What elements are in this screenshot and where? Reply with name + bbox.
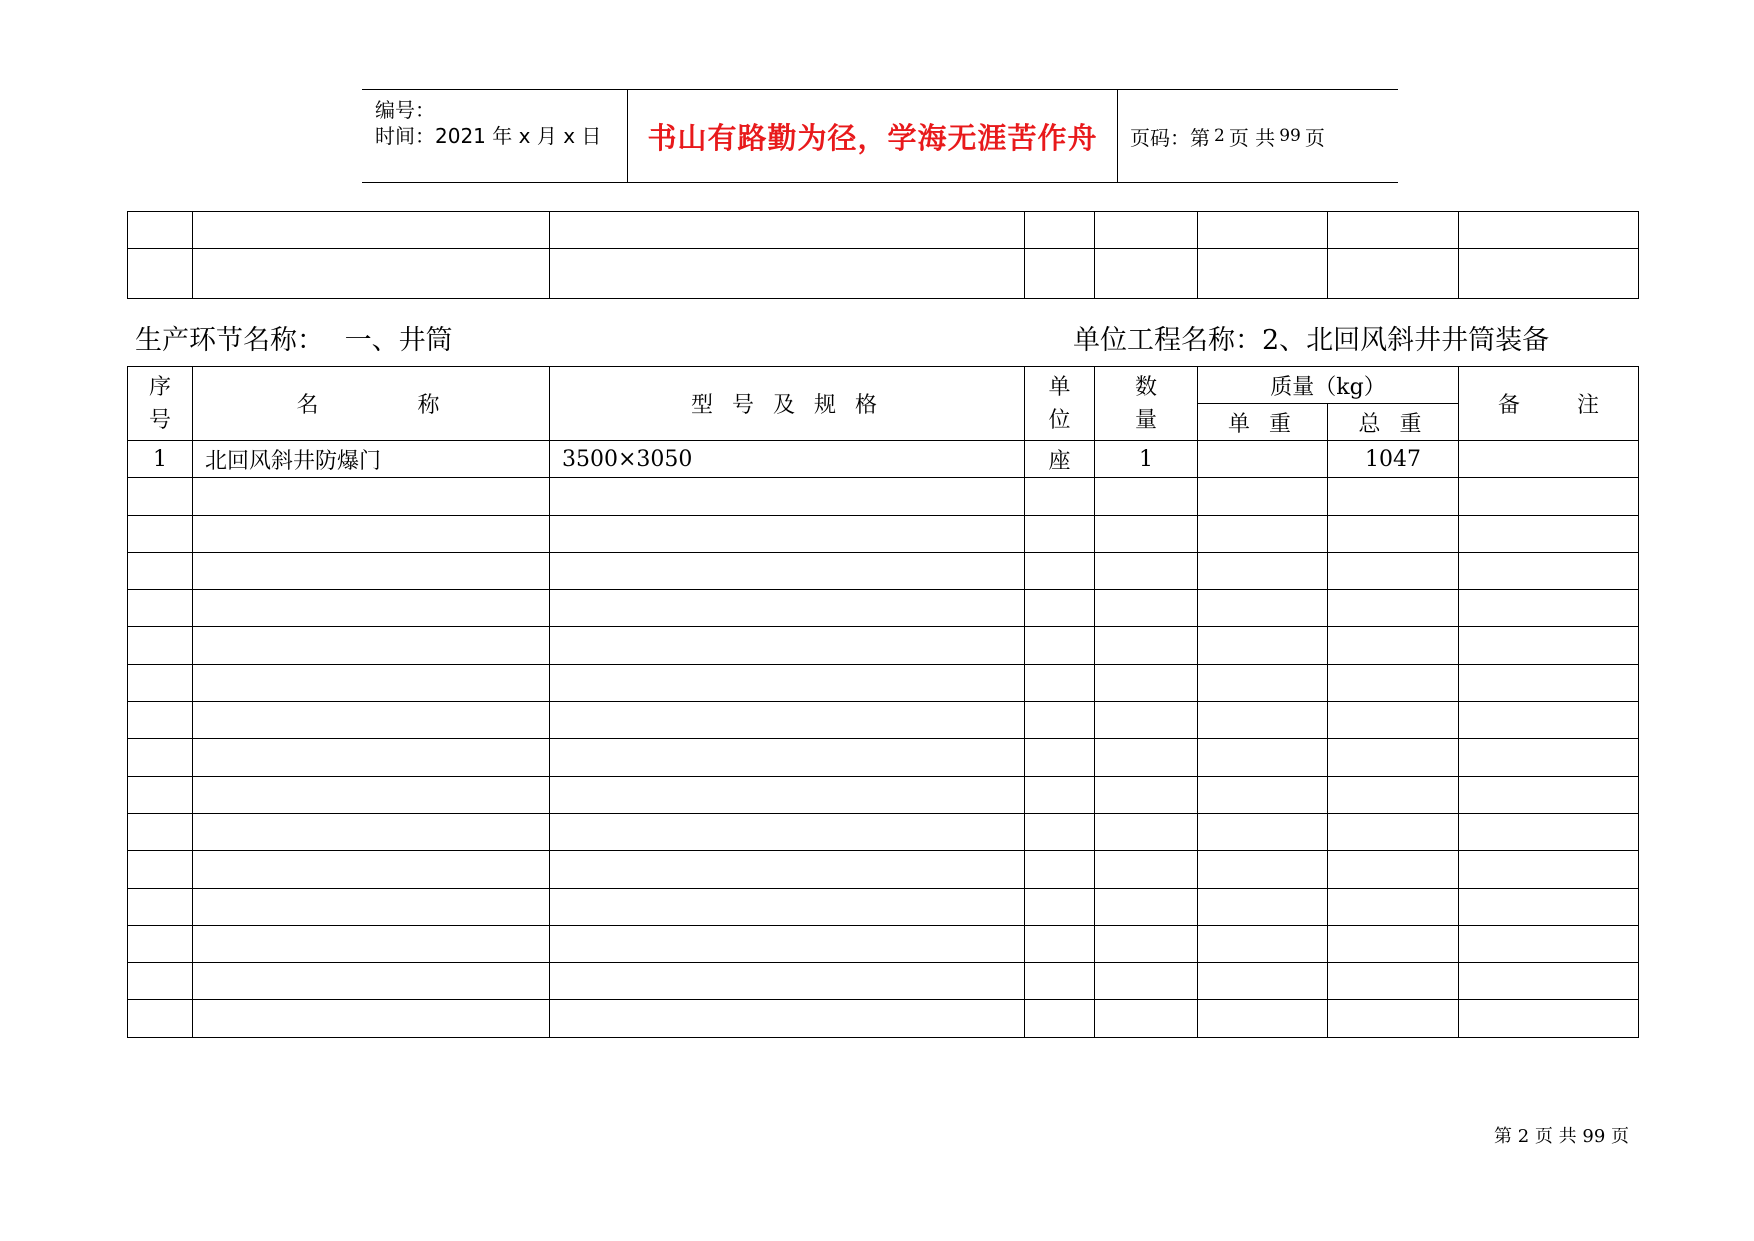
- cell-total-weight: [1328, 925, 1459, 962]
- header-seq: [128, 367, 193, 441]
- cell-name: [193, 963, 550, 1000]
- cell-qty: [1095, 552, 1198, 589]
- cell-spec: [550, 664, 1025, 701]
- header-unit-weight-text: 单 重: [1228, 411, 1297, 437]
- cell-unit-weight: [1198, 925, 1328, 962]
- cell-remark: [1459, 478, 1639, 515]
- cell-spec: [550, 627, 1025, 664]
- cell-qty: [1095, 739, 1198, 776]
- table-row: [128, 1000, 1639, 1037]
- cell-name: [193, 515, 550, 552]
- cell-spec: [550, 776, 1025, 813]
- cell-qty: [1095, 813, 1198, 850]
- cell-total-weight: [1328, 813, 1459, 850]
- cell-spec: [550, 1000, 1025, 1037]
- page-current: 2: [1214, 126, 1225, 146]
- cell-unit: [1025, 851, 1095, 888]
- cell-remark: [1459, 627, 1639, 664]
- page-mid: 页 共: [1228, 125, 1276, 150]
- continuation-table: [127, 211, 1639, 299]
- cell-unit: [1025, 888, 1095, 925]
- cell-name: [193, 776, 550, 813]
- cell-seq: [128, 478, 193, 515]
- cell-total-weight: [1328, 963, 1459, 1000]
- footer-suffix: 页: [1611, 1126, 1630, 1147]
- page-total: 99: [1279, 126, 1301, 146]
- cell-remark: [1459, 888, 1639, 925]
- cell-unit: [1025, 664, 1095, 701]
- cell-seq: [128, 851, 193, 888]
- table-row: [128, 515, 1639, 552]
- cell-remark: [1459, 515, 1639, 552]
- table-body: [128, 441, 1639, 1038]
- cell-spec: [550, 888, 1025, 925]
- header-mass: [1198, 367, 1459, 404]
- cell-remark: [1459, 963, 1639, 1000]
- cell-remark: [1459, 776, 1639, 813]
- date-month: x: [518, 124, 531, 148]
- cell-unit-weight: [1198, 963, 1328, 1000]
- table-cell: [1328, 212, 1459, 249]
- cell-remark: [1459, 851, 1639, 888]
- table-cell: [1025, 249, 1095, 299]
- header-unit-line2: 位: [1048, 407, 1071, 433]
- cell-qty: 1: [1095, 441, 1198, 478]
- table-row: [128, 963, 1639, 1000]
- header-name: [193, 367, 550, 441]
- table-cell: [128, 249, 193, 299]
- cell-qty: [1095, 963, 1198, 1000]
- cell-name: [193, 851, 550, 888]
- header-meta: [362, 90, 628, 182]
- table-row: [128, 888, 1639, 925]
- cell-total-weight: [1328, 664, 1459, 701]
- table-cell: [550, 249, 1025, 299]
- page-footer: [1494, 1122, 1629, 1148]
- cell-unit-weight: [1198, 739, 1328, 776]
- cell-qty: [1095, 888, 1198, 925]
- table-row: [128, 441, 1639, 478]
- cell-unit: [1025, 627, 1095, 664]
- cell-unit-weight: [1198, 1000, 1328, 1037]
- header-remark-text: 备 注: [1498, 393, 1600, 418]
- cell-unit: [1025, 552, 1095, 589]
- cell-remark: [1459, 1000, 1639, 1037]
- table-row: [128, 249, 1639, 299]
- cell-unit: [1025, 925, 1095, 962]
- cell-seq: [128, 590, 193, 627]
- header-unit-line1: 单: [1048, 374, 1071, 400]
- cell-unit: [1025, 813, 1095, 850]
- date-year-unit: 年: [485, 124, 519, 148]
- cell-unit-weight: [1198, 851, 1328, 888]
- equipment-table: [127, 366, 1639, 1038]
- header-unit-weight: [1198, 404, 1328, 441]
- cell-spec: [550, 851, 1025, 888]
- table-row: [128, 739, 1639, 776]
- table-cell: [1095, 249, 1198, 299]
- header-mass-text: 质量（kg）: [1270, 374, 1386, 400]
- cell-seq: [128, 888, 193, 925]
- cell-seq: [128, 627, 193, 664]
- cell-seq: 1: [128, 441, 193, 478]
- cell-total-weight: [1328, 702, 1459, 739]
- table-row: [128, 212, 1639, 249]
- cell-seq: [128, 925, 193, 962]
- table-cell: [1459, 249, 1639, 299]
- table-row: [128, 851, 1639, 888]
- table-row: [128, 590, 1639, 627]
- cell-unit-weight: [1198, 702, 1328, 739]
- table-cell: [193, 249, 550, 299]
- cell-spec: [550, 552, 1025, 589]
- cell-unit-weight: [1198, 552, 1328, 589]
- table-row: [128, 925, 1639, 962]
- cell-unit: [1025, 963, 1095, 1000]
- cell-unit-weight: [1198, 776, 1328, 813]
- cell-unit: [1025, 739, 1095, 776]
- unit-project-line: [1073, 318, 1549, 357]
- cell-qty: [1095, 478, 1198, 515]
- header-remark: [1459, 367, 1639, 441]
- cell-unit: [1025, 776, 1095, 813]
- cell-unit-weight: [1198, 441, 1328, 478]
- cell-qty: [1095, 515, 1198, 552]
- header-spec: [550, 367, 1025, 441]
- cell-remark: [1459, 925, 1639, 962]
- header-qty-line1: 数: [1134, 374, 1157, 400]
- cell-seq: [128, 963, 193, 1000]
- cell-spec: [550, 963, 1025, 1000]
- cell-total-weight: [1328, 739, 1459, 776]
- cell-unit: [1025, 590, 1095, 627]
- cell-seq: [128, 1000, 193, 1037]
- cell-name: [193, 702, 550, 739]
- table-cell: [1025, 212, 1095, 249]
- cell-name: [193, 590, 550, 627]
- cell-spec: [550, 590, 1025, 627]
- cell-seq: [128, 739, 193, 776]
- motto-text: 书山有路勤为径，学海无涯苦作舟: [647, 120, 1098, 155]
- cell-qty: [1095, 702, 1198, 739]
- production-stage-line: [135, 318, 453, 357]
- cell-spec: [550, 739, 1025, 776]
- cell-seq: [128, 813, 193, 850]
- cell-total-weight: [1328, 590, 1459, 627]
- cell-unit-weight: [1198, 813, 1328, 850]
- cell-total-weight: [1328, 851, 1459, 888]
- cell-spec: [550, 702, 1025, 739]
- cell-name: [193, 627, 550, 664]
- document-header: [362, 89, 1398, 183]
- cell-remark: [1459, 664, 1639, 701]
- cell-unit: [1025, 1000, 1095, 1037]
- table-row: [128, 702, 1639, 739]
- table-row: [128, 478, 1639, 515]
- header-motto-cell: [628, 90, 1118, 182]
- header-total-weight: [1328, 404, 1459, 441]
- cell-unit-weight: [1198, 590, 1328, 627]
- date-day: x: [563, 124, 576, 148]
- cell-name: [193, 888, 550, 925]
- cell-remark: [1459, 441, 1639, 478]
- cell-unit: 座: [1025, 441, 1095, 478]
- cell-name: [193, 552, 550, 589]
- table-row: [128, 813, 1639, 850]
- cell-remark: [1459, 552, 1639, 589]
- cell-unit-weight: [1198, 664, 1328, 701]
- cell-remark: [1459, 813, 1639, 850]
- header-unit: [1025, 367, 1095, 441]
- cell-remark: [1459, 739, 1639, 776]
- cell-remark: [1459, 590, 1639, 627]
- header-qty: [1095, 367, 1198, 441]
- date-year: 2021: [435, 124, 486, 148]
- table-cell: [1459, 212, 1639, 249]
- cell-spec: 3500×3050: [550, 441, 1025, 478]
- table-cell: [1095, 212, 1198, 249]
- header-page-number: [1118, 90, 1398, 182]
- cell-seq: [128, 515, 193, 552]
- cell-seq: [128, 552, 193, 589]
- table-header-row: [128, 367, 1639, 404]
- cell-unit-weight: [1198, 478, 1328, 515]
- cell-unit-weight: [1198, 515, 1328, 552]
- table-row: [128, 552, 1639, 589]
- footer-total: 99: [1582, 1126, 1606, 1147]
- production-stage-label: 生产环节名称：: [135, 325, 324, 356]
- date-day-unit: 日: [575, 124, 602, 148]
- date-month-unit: 月: [530, 124, 564, 148]
- unit-project-label: 单位工程名称：: [1073, 325, 1262, 356]
- header-spec-text: 型 号 及 规 格: [691, 393, 883, 418]
- cell-name: [193, 1000, 550, 1037]
- date-line: [375, 120, 601, 149]
- production-stage-value: 一、井筒: [344, 325, 453, 356]
- cell-total-weight: [1328, 627, 1459, 664]
- cell-name: [193, 664, 550, 701]
- header-seq-line2: 号: [148, 407, 171, 433]
- cell-name: 北回风斜井防爆门: [193, 441, 550, 478]
- cell-qty: [1095, 776, 1198, 813]
- footer-prefix: 第: [1494, 1126, 1512, 1147]
- header-qty-line2: 量: [1134, 407, 1157, 433]
- cell-seq: [128, 664, 193, 701]
- cell-total-weight: [1328, 478, 1459, 515]
- cell-qty: [1095, 1000, 1198, 1037]
- cell-name: [193, 813, 550, 850]
- cell-remark: [1459, 702, 1639, 739]
- header-seq-line1: 序: [148, 374, 171, 400]
- cell-spec: [550, 478, 1025, 515]
- cell-total-weight: [1328, 515, 1459, 552]
- table-cell: [1198, 212, 1328, 249]
- cell-total-weight: 1047: [1328, 441, 1459, 478]
- cell-total-weight: [1328, 888, 1459, 925]
- cell-unit-weight: [1198, 627, 1328, 664]
- page-suffix: 页: [1304, 125, 1325, 150]
- cell-qty: [1095, 925, 1198, 962]
- page-prefix: 页码：第: [1130, 125, 1210, 150]
- cell-unit: [1025, 702, 1095, 739]
- header-total-weight-text: 总 重: [1358, 411, 1428, 437]
- table-cell: [1198, 249, 1328, 299]
- cell-unit: [1025, 478, 1095, 515]
- cell-total-weight: [1328, 552, 1459, 589]
- date-prefix: 时间：: [375, 124, 435, 148]
- table-cell: [128, 212, 193, 249]
- footer-current: 2: [1517, 1126, 1530, 1147]
- cell-unit: [1025, 515, 1095, 552]
- cell-qty: [1095, 627, 1198, 664]
- table-cell: [550, 212, 1025, 249]
- cell-spec: [550, 813, 1025, 850]
- footer-mid: 页 共: [1534, 1126, 1577, 1147]
- serial-label: 编号：: [375, 98, 435, 122]
- cell-name: [193, 478, 550, 515]
- header-name-text: 名 称: [296, 393, 446, 418]
- cell-seq: [128, 702, 193, 739]
- cell-total-weight: [1328, 776, 1459, 813]
- table-cell: [193, 212, 550, 249]
- cell-name: [193, 739, 550, 776]
- cell-qty: [1095, 590, 1198, 627]
- table-row: [128, 776, 1639, 813]
- cell-qty: [1095, 851, 1198, 888]
- table-row: [128, 664, 1639, 701]
- cell-spec: [550, 925, 1025, 962]
- cell-seq: [128, 776, 193, 813]
- table-cell: [1328, 249, 1459, 299]
- unit-project-value: 2、北回风斜井井筒装备: [1262, 325, 1550, 356]
- cell-total-weight: [1328, 1000, 1459, 1037]
- cell-name: [193, 925, 550, 962]
- cell-qty: [1095, 664, 1198, 701]
- cell-unit-weight: [1198, 888, 1328, 925]
- table-row: [128, 627, 1639, 664]
- cell-spec: [550, 515, 1025, 552]
